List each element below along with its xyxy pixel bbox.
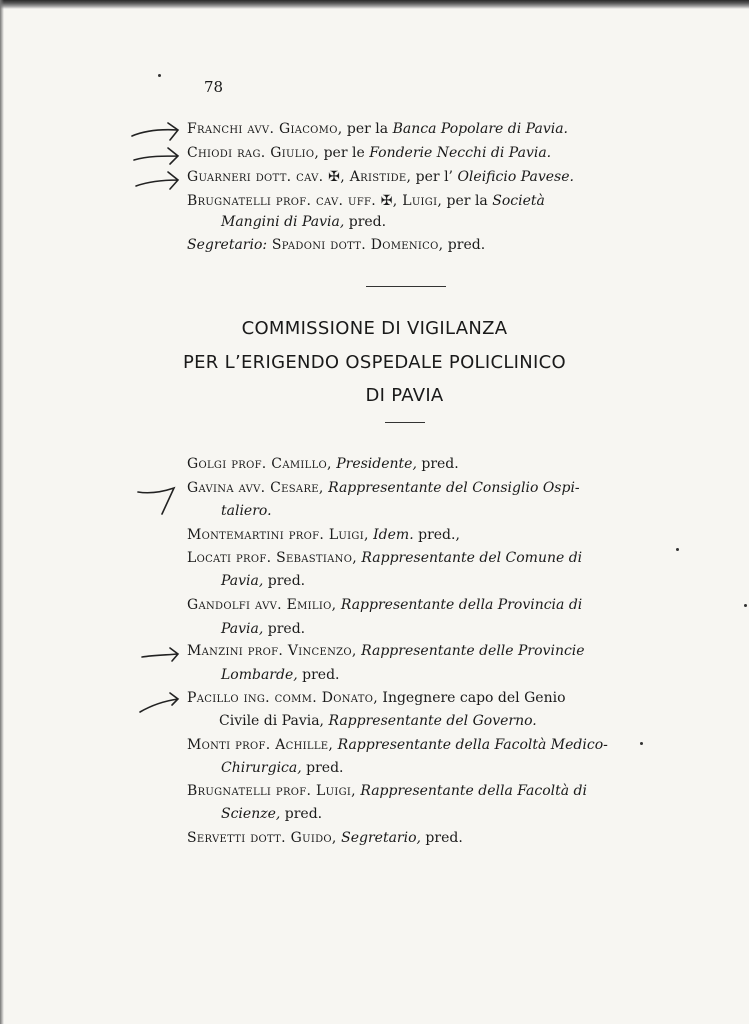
entry-brugnatelli-top-cont: Mangini di Pavia, pred. xyxy=(221,214,387,230)
hand-drawn-arrow-icon xyxy=(134,480,184,520)
heading-line-2: PER L’ERIGENDO OSPEDALE POLICLINICO xyxy=(182,352,566,373)
scan-top-edge xyxy=(0,0,749,9)
member-montemartini: Montemartini prof. Luigi, Idem. pred., xyxy=(187,527,460,543)
arrow-stroke xyxy=(138,488,174,514)
member-locati-cont: Pavia, pred. xyxy=(221,573,306,589)
member-monti-cont: Chirurgica, pred. xyxy=(221,760,344,776)
member-servetti: Servetti dott. Guido, Segretario, pred. xyxy=(187,830,463,846)
member-brugnatelli: Brugnatelli prof. Luigi, Rappresentante della Facoltà di xyxy=(187,783,587,799)
hand-drawn-arrow-icon xyxy=(132,168,184,194)
entry-segretario-top: Segretario: Spadoni dott. Domenico, pred. xyxy=(187,237,486,253)
arrow-stroke xyxy=(140,693,178,712)
heading-line-3: DI PAVIA xyxy=(365,385,444,406)
arrow-stroke xyxy=(132,123,178,140)
member-gandolfi: Gandolfi avv. Emilio, Rappresentante della Provincia di xyxy=(187,597,583,613)
scan-speck xyxy=(744,604,747,607)
member-brugnatelli-cont: Scienze, pred. xyxy=(221,806,323,822)
member-locati: Locati prof. Sebastiano, Rappresentante del Comune di xyxy=(187,550,583,566)
scan-speck xyxy=(640,742,643,745)
entry-brugnatelli-top: Brugnatelli prof. cav. uff. ✠, Luigi, per la Società xyxy=(187,193,545,209)
member-monti: Monti prof. Achille, Rappresentante della Facoltà Medico- xyxy=(187,737,608,753)
entry-chiodi: Chiodi rag. Giulio, per le Fonderie Necchi di Pavia. xyxy=(187,145,552,161)
section-divider xyxy=(366,286,446,287)
heading-underline xyxy=(385,422,425,423)
scan-speck xyxy=(158,74,161,77)
scan-speck xyxy=(676,548,679,551)
member-golgi: Golgi prof. Camillo, Presidente, pred. xyxy=(187,456,459,472)
entry-guarneri: Guarneri dott. cav. ✠, Aristide, per l’ Oleificio Pavese. xyxy=(187,169,574,185)
arrow-stroke xyxy=(142,648,178,661)
member-gavina: Gavina avv. Cesare, Rappresentante del Consiglio Ospi- xyxy=(187,480,580,496)
arrow-stroke xyxy=(134,148,178,164)
page-number: 78 xyxy=(204,78,224,96)
hand-drawn-arrow-icon xyxy=(128,120,184,146)
hand-drawn-arrow-icon xyxy=(130,144,184,170)
scan-left-edge xyxy=(0,0,4,1024)
member-gandolfi-cont: Pavia, pred. xyxy=(221,621,306,637)
member-manzini-cont: Lombarde, pred. xyxy=(221,667,340,683)
member-pacillo-cont: Civile di Pavia, Rappresentante del Governo. xyxy=(219,713,537,729)
member-gavina-cont: taliero. xyxy=(221,503,272,519)
arrow-stroke xyxy=(136,172,178,189)
hand-drawn-arrow-icon xyxy=(136,688,184,718)
member-pacillo: Pacillo ing. comm. Donato, Ingegnere capo del Genio xyxy=(187,690,566,706)
heading-line-1: COMMISSIONE DI VIGILANZA xyxy=(241,318,508,339)
member-manzini: Manzini prof. Vincenzo, Rappresentante delle Provincie xyxy=(187,643,585,659)
hand-drawn-arrow-icon xyxy=(138,640,184,664)
entry-franchi: Franchi avv. Giacomo, per la Banca Popolare di Pavia. xyxy=(187,121,569,137)
